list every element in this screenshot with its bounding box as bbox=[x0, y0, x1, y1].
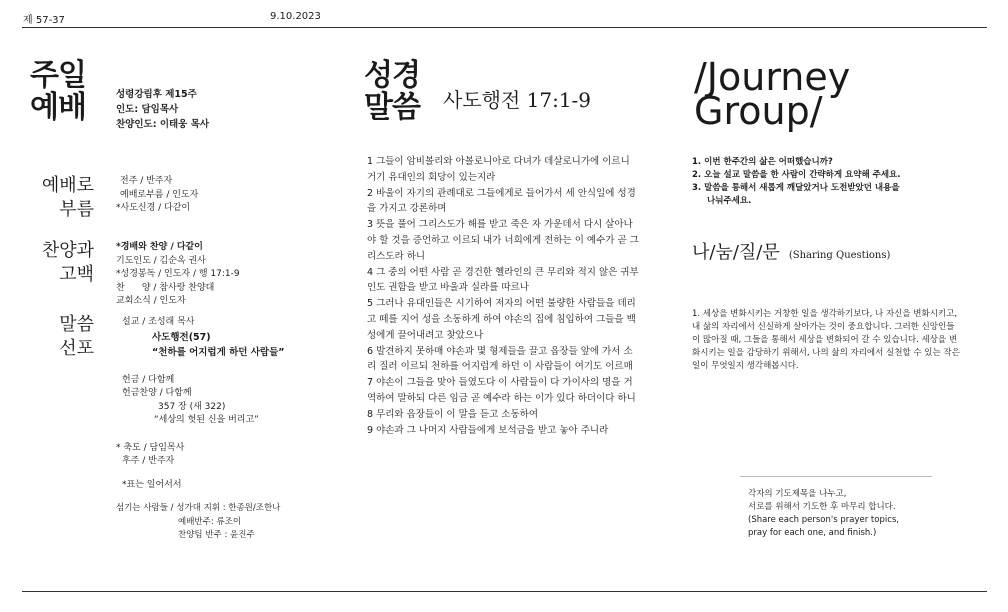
scripture-verses bbox=[367, 154, 639, 438]
benediction-line: * 축도 / 담임목사 bbox=[116, 442, 185, 453]
bottom-rule bbox=[22, 591, 987, 592]
order-item: *성경봉독 / 인도자 / 행 17:1-9 bbox=[116, 269, 240, 279]
order-item: *사도신경 / 다같이 bbox=[116, 203, 191, 213]
offering-hymn-line: 헌금찬양 / 다함께 bbox=[122, 388, 192, 398]
stand-note: *표는 일어서서 bbox=[122, 479, 182, 490]
scripture-title-line2: 말씀 bbox=[364, 90, 420, 125]
prayer-divider bbox=[740, 476, 932, 477]
verse: 9 야손과 그 나머지 사람들에게 보석금을 받고 놓아 주니라 bbox=[367, 424, 609, 436]
sermon-items bbox=[116, 316, 285, 492]
scripture-reference: 사도행전 17:1-9 bbox=[443, 88, 592, 112]
verse: 6 발견하지 못하매 야손과 몇 형제들을 끌고 읍장들 앞에 가서 소리 질러 이르되 천하를 어지럽게 하던 이 사람들이 여기도 이르매 bbox=[367, 345, 633, 373]
section-heading-line: 부름 bbox=[59, 199, 94, 220]
verse: 2 바울이 자기의 관례대로 그들에게로 들어가서 세 안식일에 성경을 가지고 강론하며 bbox=[367, 187, 636, 215]
verse: 5 그러나 유대인들은 시기하여 저자의 어떤 불량한 사람들을 데리고 떼를 지어 성을 소동하게 하여 야손의 집에 침입하여 그들을 백성에게 끌어내려고 찾았으나 bbox=[367, 298, 636, 341]
order-item: 교회소식 / 인도자 bbox=[116, 296, 186, 306]
section-heading-line: 선포 bbox=[59, 338, 94, 359]
section-heading-sermon bbox=[14, 313, 94, 361]
journey-question: 2. 오늘 설교 말씀을 한 사람이 간략하게 요약해 주세요. bbox=[692, 170, 901, 180]
journey-title-line1: /Journey bbox=[694, 55, 851, 99]
order-item: 전주 / 반주자 bbox=[120, 176, 173, 186]
sermon-title: “천하를 어지럽게 하던 사람들” bbox=[152, 346, 285, 358]
sharing-heading bbox=[692, 238, 890, 264]
section-heading-line: 고백 bbox=[59, 264, 94, 285]
worship-title-line1: 주일 bbox=[30, 58, 86, 93]
journey-title bbox=[694, 55, 851, 133]
verse: 8 무리와 읍장들이 이 말을 듣고 소동하여 bbox=[367, 408, 538, 420]
servers-line: 예배반주: 류조이 bbox=[178, 516, 242, 527]
verse: 1 그들이 암비볼리와 아볼로니아로 다녀가 데살로니가에 이르니 거기 유대인의 회당이 있는지라 bbox=[367, 156, 630, 183]
prayer-instructions bbox=[748, 488, 928, 540]
journey-question: 1. 이번 한주간의 삶은 어떠했습니까? bbox=[692, 157, 833, 167]
servers-line: 찬양팀 반주 : 윤진주 bbox=[178, 530, 255, 540]
order-item: *경배와 찬양 / 다같이 bbox=[116, 242, 203, 252]
worship-title bbox=[30, 60, 86, 124]
bulletin-date: 9.10.2023 bbox=[270, 11, 321, 22]
sermon-line: 설교 / 조성래 목사 bbox=[122, 317, 195, 327]
section-heading-praise bbox=[14, 239, 94, 287]
section-heading-line: 찬양과 bbox=[41, 240, 94, 261]
verse: 7 야손이 그들을 맞아 들였도다 이 사람들이 다 가이사의 명을 거역하여 말하되 다른 임금 곧 예수라 하는 이가 있다 하더이다 하니 bbox=[367, 377, 636, 404]
section-heading-line: 예배로 bbox=[41, 175, 94, 196]
journey-title-line2: Group/ bbox=[694, 89, 823, 133]
sharing-heading-ko: 나/눔/질/문 bbox=[692, 242, 780, 263]
prayer-line: 서로를 위해서 기도한 후 마무리 합니다. bbox=[748, 502, 896, 512]
scripture-title-line1: 성경 bbox=[364, 58, 420, 93]
prayer-line: pray for each one, and finish.) bbox=[748, 528, 877, 538]
sermon-reference: 사도행전(57) bbox=[152, 331, 211, 343]
section-heading-call bbox=[14, 174, 94, 222]
verse: 4 그 중의 어떤 사람 곧 경건한 헬라인의 큰 무리와 적지 않은 귀부인도 권함을 받고 바울과 실라를 따르나 bbox=[367, 266, 639, 294]
prayer-line: 각자의 기도제목을 나누고, bbox=[748, 489, 847, 499]
worship-leader: 인도: 담임목사 bbox=[116, 104, 179, 115]
liturgical-week: 성령강림후 제15주 bbox=[116, 89, 197, 100]
call-items bbox=[116, 175, 198, 216]
praise-leader: 찬양인도: 이태웅 목사 bbox=[116, 119, 210, 130]
praise-items bbox=[116, 241, 240, 309]
journey-questions bbox=[692, 156, 900, 208]
order-item: 기도인도 / 김순옥 권사 bbox=[116, 255, 206, 266]
order-item: 예배로부름 / 인도자 bbox=[120, 189, 199, 200]
top-rule bbox=[22, 27, 987, 28]
scripture-title bbox=[364, 60, 420, 124]
worship-info bbox=[116, 87, 209, 132]
order-item: 찬 양 / 참사랑 찬양대 bbox=[116, 282, 215, 293]
journey-question: 나눠주세요. bbox=[707, 196, 752, 206]
sharing-question-text: 1. 세상을 변화시키는 거창한 일을 생각하기보다, 나 자신을 변화시키고, 내 삶의 자리에서 신실하게 살아가는 것이 중요합니다. 그러한 신앙인들이 많아질 때, 그들을 통해서 세상을 변화되어 갈 수 있습니다. 세상을 변화시키는 일을 감당하기 위해서, 나의 삶의 자리에서 실천할 수 있는 작은 일이 무엇일지 생각해봅시다. bbox=[692, 309, 960, 371]
postlude-line: 후주 / 반주자 bbox=[122, 456, 175, 466]
offering-line: 헌금 / 다함께 bbox=[122, 374, 175, 385]
section-heading-line: 말씀 bbox=[59, 314, 94, 335]
prayer-line: (Share each person's prayer topics, bbox=[748, 515, 899, 525]
sharing-heading-en: (Sharing Questions) bbox=[788, 250, 891, 261]
hymn-title: “세상의 헛된 신을 버리고” bbox=[154, 415, 259, 425]
journey-question: 3. 말씀을 통해서 새롭게 깨달았거나 도전받았던 내용을 bbox=[692, 183, 900, 193]
hymn-number: 357 장 (새 322) bbox=[158, 401, 226, 412]
page-ref: 제 57-37 bbox=[23, 15, 65, 26]
verse: 3 뜻을 풀어 그리스도가 해를 받고 죽은 자 가운데서 다시 살아나야 할 것을 증언하고 이르되 내가 너희에게 전하는 이 예수가 곧 그리스도라 하니 bbox=[367, 219, 639, 262]
servers-list bbox=[116, 502, 280, 543]
worship-title-line2: 예배 bbox=[30, 90, 86, 125]
servers-line: 섬기는 사람들 / 성가대 지휘 : 한종원/조한나 bbox=[116, 503, 281, 513]
